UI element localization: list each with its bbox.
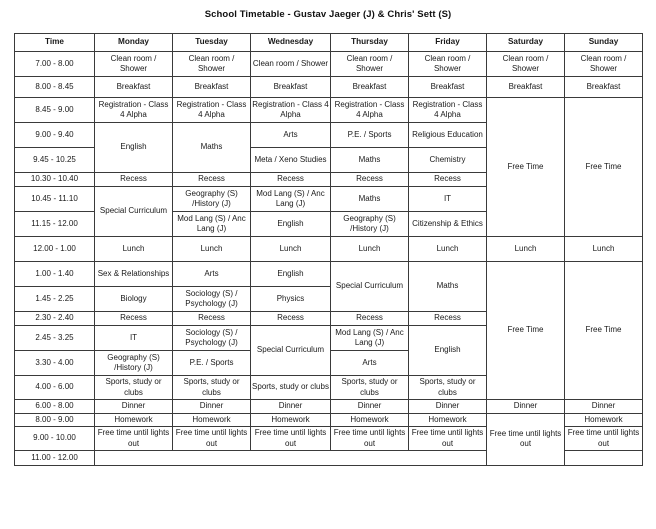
cell-mon-0145: Biology (95, 287, 173, 312)
cell-thu-0100: Special Curriculum (331, 262, 409, 312)
cell-fri-0845: Registration - Class 4 Alpha (409, 98, 487, 123)
cell-tue-0900: Maths (173, 123, 251, 173)
cell-mon-0845: Registration - Class 4 Alpha (95, 98, 173, 123)
table-row (15, 237, 643, 262)
cell-mon-0230: Recess (95, 312, 173, 326)
cell-wed-0700: Clean room / Shower (251, 52, 331, 77)
cell-weekday-1100-empty (95, 451, 487, 466)
cell-sat-0600: Dinner (487, 400, 565, 414)
cell-fri-0700: Clean room / Shower (409, 52, 487, 77)
cell-tue-1045: Geography (S) /History (J) (173, 187, 251, 212)
cell-wed-0600: Dinner (251, 400, 331, 414)
cell-tue-0245: Sociology (S) / Psychology (J) (173, 326, 251, 351)
cell-fri-0400: Sports, study or clubs (409, 376, 487, 400)
cell-fri-0945: Chemistry (409, 148, 487, 173)
cell-fri-1200: Lunch (409, 237, 487, 262)
table-row (15, 400, 643, 414)
cell-sat-0700: Clean room / Shower (487, 52, 565, 77)
cell-tue-0330: P.E. / Sports (173, 351, 251, 376)
cell-thu-1115: Geography (S) /History (J) (331, 212, 409, 237)
cell-fri-0600: Dinner (409, 400, 487, 414)
cell-thu-0900: P.E. / Sports (331, 123, 409, 148)
time-label: 8.00 - 8.45 (15, 77, 95, 98)
cell-thu-0400: Sports, study or clubs (331, 376, 409, 400)
cell-fri-0900pm: Free time until lights out (409, 427, 487, 451)
cell-thu-0945: Maths (331, 148, 409, 173)
cell-fri-0800pm: Homework (409, 413, 487, 427)
cell-thu-1045: Maths (331, 187, 409, 212)
cell-wed-0945: Meta / Xeno Studies (251, 148, 331, 173)
time-label: 8.00 - 9.00 (15, 413, 95, 427)
cell-tue-0700: Clean room / Shower (173, 52, 251, 77)
time-label: 9.00 - 9.40 (15, 123, 95, 148)
cell-fri-1045: IT (409, 187, 487, 212)
column-header-sunday: Sunday (565, 34, 643, 52)
cell-tue-0400: Sports, study or clubs (173, 376, 251, 400)
cell-fri-0230: Recess (409, 312, 487, 326)
cell-mon-0600: Dinner (95, 400, 173, 414)
timetable-container (0, 20, 656, 466)
cell-wed-1045: Mod Lang (S) / Anc Lang (J) (251, 187, 331, 212)
cell-sun-0600: Dinner (565, 400, 643, 414)
cell-tue-1030: Recess (173, 173, 251, 187)
cell-sun-0900pm: Free time until lights out (565, 427, 643, 451)
cell-tue-1200: Lunch (173, 237, 251, 262)
table-row (15, 98, 643, 123)
cell-tue-1115: Mod Lang (S) / Anc Lang (J) (173, 212, 251, 237)
cell-wed-1115: English (251, 212, 331, 237)
time-label: 10.45 - 11.10 (15, 187, 95, 212)
cell-mon-1030: Recess (95, 173, 173, 187)
cell-fri-0800: Breakfast (409, 77, 487, 98)
column-header-tuesday: Tuesday (173, 34, 251, 52)
cell-wed-0845: Registration - Class 4 Alpha (251, 98, 331, 123)
cell-wed-0900: Arts (251, 123, 331, 148)
cell-tue-0145: Sociology (S) / Psychology (J) (173, 287, 251, 312)
time-label: 3.30 - 4.00 (15, 351, 95, 376)
cell-fri-0100: Maths (409, 262, 487, 312)
time-label: 9.45 - 10.25 (15, 148, 95, 173)
cell-thu-1030: Recess (331, 173, 409, 187)
cell-sun-0700: Clean room / Shower (565, 52, 643, 77)
cell-mon-0900: English (95, 123, 173, 173)
cell-thu-0600: Dinner (331, 400, 409, 414)
cell-mon-1045: Special Curriculum (95, 187, 173, 237)
cell-thu-0245: Mod Lang (S) / Anc Lang (J) (331, 326, 409, 351)
cell-sun-0800: Breakfast (565, 77, 643, 98)
cell-wed-0100: English (251, 262, 331, 287)
cell-mon-0245: IT (95, 326, 173, 351)
column-header-time: Time (15, 34, 95, 52)
cell-wed-0245: Special Curriculum (251, 326, 331, 376)
cell-sat-free-time-afternoon: Free Time (487, 262, 565, 400)
cell-thu-0800: Breakfast (331, 77, 409, 98)
cell-wed-0400: Sports, study or clubs (251, 376, 331, 400)
table-row (15, 262, 643, 287)
cell-thu-0230: Recess (331, 312, 409, 326)
cell-mon-0800pm: Homework (95, 413, 173, 427)
cell-fri-0900: Religious Education (409, 123, 487, 148)
cell-fri-0245: English (409, 326, 487, 376)
cell-wed-0800pm: Homework (251, 413, 331, 427)
cell-thu-0800pm: Homework (331, 413, 409, 427)
time-label: 2.45 - 3.25 (15, 326, 95, 351)
cell-sun-free-time-morning: Free Time (565, 98, 643, 237)
cell-fri-1115: Citizenship & Ethics (409, 212, 487, 237)
table-header-row (15, 34, 643, 52)
cell-mon-0100: Sex & Relationships (95, 262, 173, 287)
cell-tue-0230: Recess (173, 312, 251, 326)
cell-wed-0900pm: Free time until lights out (251, 427, 331, 451)
time-label: 7.00 - 8.00 (15, 52, 95, 77)
cell-mon-0400: Sports, study or clubs (95, 376, 173, 400)
cell-wed-1030: Recess (251, 173, 331, 187)
school-timetable (14, 33, 643, 466)
cell-tue-0800: Breakfast (173, 77, 251, 98)
cell-sat-free-time-night: Free time until lights out (487, 413, 565, 466)
cell-tue-0800pm: Homework (173, 413, 251, 427)
cell-tue-0900pm: Free time until lights out (173, 427, 251, 451)
time-label: 9.00 - 10.00 (15, 427, 95, 451)
cell-sat-free-time-morning: Free Time (487, 98, 565, 237)
column-header-thursday: Thursday (331, 34, 409, 52)
cell-tue-0845: Registration - Class 4 Alpha (173, 98, 251, 123)
cell-thu-0845: Registration - Class 4 Alpha (331, 98, 409, 123)
time-label: 1.00 - 1.40 (15, 262, 95, 287)
cell-sat-1200: Lunch (487, 237, 565, 262)
cell-sun-free-time-afternoon: Free Time (565, 262, 643, 400)
cell-tue-0600: Dinner (173, 400, 251, 414)
cell-fri-1030: Recess (409, 173, 487, 187)
cell-mon-0900pm: Free time until lights out (95, 427, 173, 451)
table-row (15, 413, 643, 427)
column-header-wednesday: Wednesday (251, 34, 331, 52)
cell-thu-0900pm: Free time until lights out (331, 427, 409, 451)
cell-mon-1200: Lunch (95, 237, 173, 262)
cell-tue-0100: Arts (173, 262, 251, 287)
time-label: 2.30 - 2.40 (15, 312, 95, 326)
time-label: 11.00 - 12.00 (15, 451, 95, 466)
time-label: 8.45 - 9.00 (15, 98, 95, 123)
column-header-saturday: Saturday (487, 34, 565, 52)
time-label: 1.45 - 2.25 (15, 287, 95, 312)
column-header-monday: Monday (95, 34, 173, 52)
cell-wed-1200: Lunch (251, 237, 331, 262)
cell-mon-0700: Clean room / Shower (95, 52, 173, 77)
time-label: 10.30 - 10.40 (15, 173, 95, 187)
cell-thu-1200: Lunch (331, 237, 409, 262)
column-header-friday: Friday (409, 34, 487, 52)
cell-wed-0145: Physics (251, 287, 331, 312)
cell-thu-0330: Arts (331, 351, 409, 376)
cell-sun-0800pm: Homework (565, 413, 643, 427)
cell-mon-0330: Geography (S) /History (J) (95, 351, 173, 376)
time-label: 11.15 - 12.00 (15, 212, 95, 237)
cell-sat-0800: Breakfast (487, 77, 565, 98)
cell-sun-1200: Lunch (565, 237, 643, 262)
cell-sun-1100-empty (565, 451, 643, 466)
table-row (15, 77, 643, 98)
table-row (15, 52, 643, 77)
cell-wed-0230: Recess (251, 312, 331, 326)
cell-thu-0700: Clean room / Shower (331, 52, 409, 77)
time-label: 12.00 - 1.00 (15, 237, 95, 262)
cell-wed-0800: Breakfast (251, 77, 331, 98)
cell-mon-0800: Breakfast (95, 77, 173, 98)
page-title: School Timetable - Gustav Jaeger (J) & Chris' Sett (S) (204, 9, 452, 20)
time-label: 6.00 - 8.00 (15, 400, 95, 414)
time-label: 4.00 - 6.00 (15, 376, 95, 400)
